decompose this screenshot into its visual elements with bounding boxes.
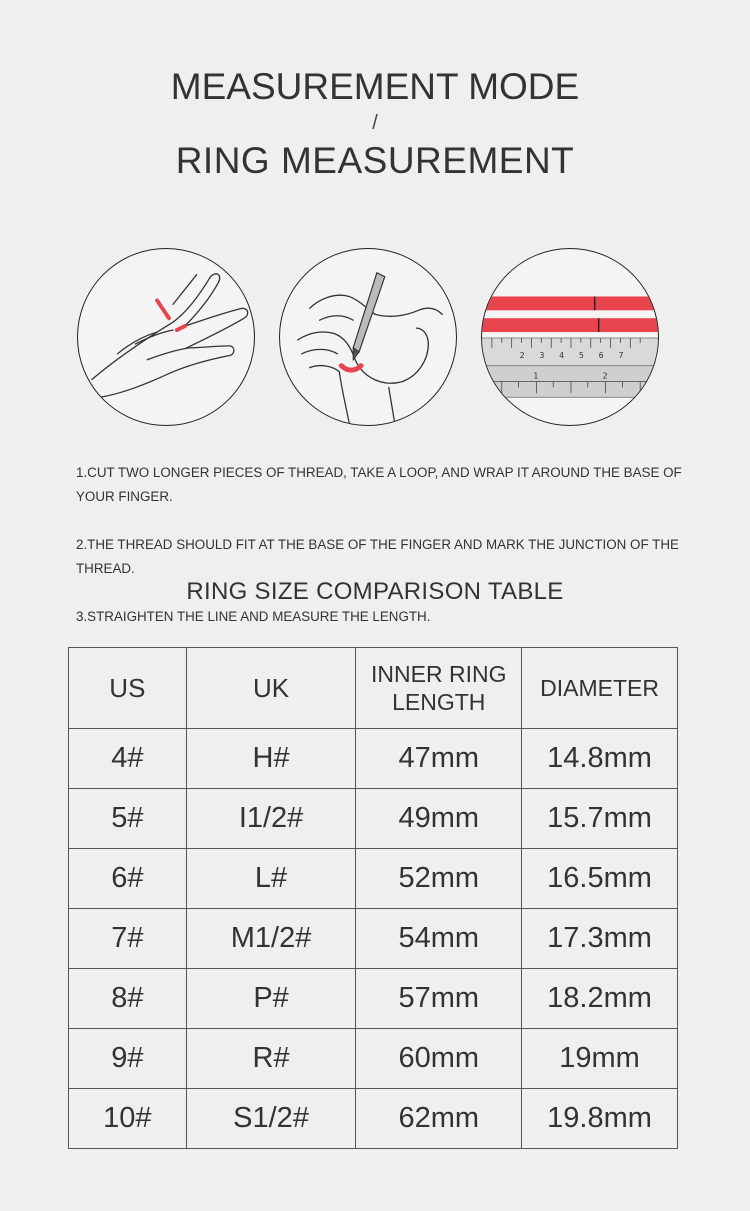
table-title: RING SIZE COMPARISON TABLE [186,578,564,605]
cell-us: 6# [69,849,187,909]
table-header-row [69,648,678,729]
cell-length: 60mm [356,1029,522,1089]
cell-length: 57mm [356,969,522,1029]
instruction-step: 1.CUT TWO LONGER PIECES OF THREAD, TAKE A LOOP, AND WRAP IT AROUND THE BASE OF YOUR FINGER. [76,465,682,504]
svg-text:6: 6 [598,350,604,360]
cell-length: 54mm [356,909,522,969]
table-row [69,729,678,789]
cell-diameter: 17.3mm [522,909,678,969]
cell-length: 47mm [356,729,522,789]
instruction-step: 3.STRAIGHTEN THE LINE AND MEASURE THE LENGTH. [76,609,431,624]
instruction-step: 2.THE THREAD SHOULD FIT AT THE BASE OF THE FINGER AND MARK THE JUNCTION OF THE THREAD. [76,537,679,576]
header-us: US [69,648,187,729]
title-separator: / [372,112,378,134]
svg-text:2: 2 [519,350,525,360]
svg-text:5: 5 [578,350,584,360]
cell-diameter: 18.2mm [522,969,678,1029]
table-row [69,849,678,909]
svg-text:1: 1 [533,371,539,381]
marking-thread-icon [279,248,457,426]
cell-uk: P# [186,969,356,1029]
header-diameter: DIAMETER [522,648,678,729]
cell-uk: H# [186,729,356,789]
cell-us: 4# [69,729,187,789]
cell-us: 7# [69,909,187,969]
table-row [69,1089,678,1149]
svg-text:4: 4 [559,350,565,360]
hand-with-thread-icon [77,248,255,426]
cell-uk: M1/2# [186,909,356,969]
ruler-measure-icon [481,248,659,426]
table-row [69,789,678,849]
cell-diameter: 14.8mm [522,729,678,789]
cell-diameter: 19.8mm [522,1089,678,1149]
cell-length: 52mm [356,849,522,909]
table-row [69,1029,678,1089]
cell-us: 9# [69,1029,187,1089]
cell-uk: R# [186,1029,356,1089]
cell-uk: I1/2# [186,789,356,849]
page-subtitle: RING MEASUREMENT [175,140,575,181]
cell-us: 8# [69,969,187,1029]
header-uk: UK [186,648,356,729]
cell-length: 62mm [356,1089,522,1149]
table-row [69,969,678,1029]
svg-text:7: 7 [618,350,624,360]
cell-diameter: 15.7mm [522,789,678,849]
instructions [76,437,696,653]
cell-us: 10# [69,1089,187,1149]
cell-uk: S1/2# [186,1089,356,1149]
cell-uk: L# [186,849,356,909]
cell-diameter: 16.5mm [522,849,678,909]
svg-text:3: 3 [539,350,545,360]
header-inner-ring-length: INNER RING LENGTH [356,648,522,729]
table-row [69,909,678,969]
svg-text:2: 2 [602,371,608,381]
cell-length: 49mm [356,789,522,849]
cell-diameter: 19mm [522,1029,678,1089]
page-title: MEASUREMENT MODE [170,66,580,107]
cell-us: 5# [69,789,187,849]
ring-size-table [68,647,678,1149]
